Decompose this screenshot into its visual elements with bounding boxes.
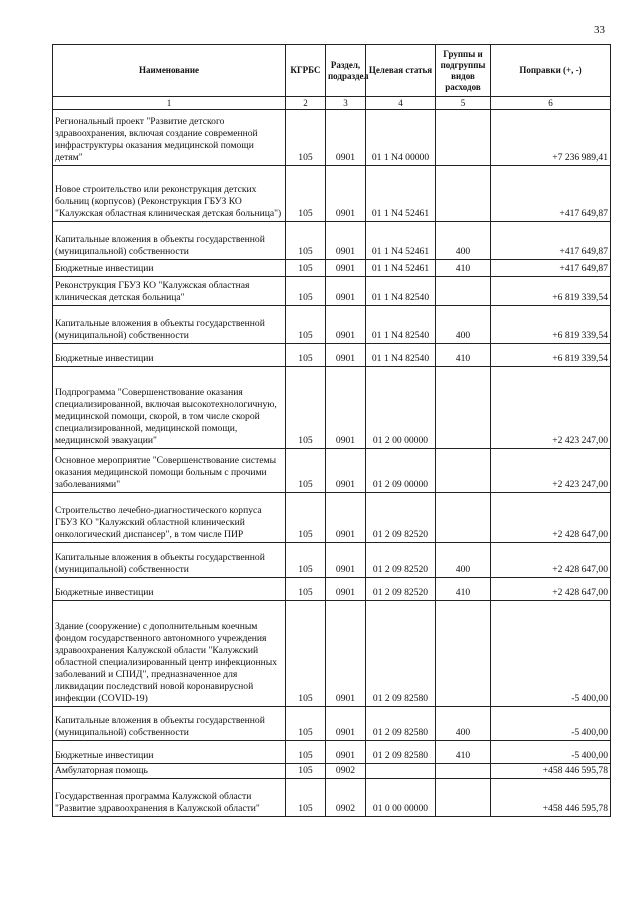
row-group <box>436 764 491 779</box>
row-name: Бюджетные инвестиции <box>53 578 286 601</box>
row-group: 410 <box>436 578 491 601</box>
row-name: Новое строительство или реконструкция детских больниц (корпусов) (Реконструкция ГБУЗ КО "Калужская областная клиническая детская больница") <box>53 166 286 222</box>
row-section: 0901 <box>326 260 366 277</box>
row-section: 0901 <box>326 367 366 449</box>
row-group: 410 <box>436 260 491 277</box>
row-group <box>436 166 491 222</box>
row-target: 01 2 09 82580 <box>366 707 436 741</box>
row-name: Капитальные вложения в объекты государственной (муниципальной) собственности <box>53 707 286 741</box>
column-number: 6 <box>491 97 611 110</box>
row-kgrbs: 105 <box>286 277 326 306</box>
row-amount: +417 649,87 <box>491 260 611 277</box>
row-section: 0901 <box>326 707 366 741</box>
row-group: 400 <box>436 222 491 260</box>
row-section: 0902 <box>326 779 366 817</box>
row-target: 01 1 N4 82540 <box>366 306 436 344</box>
row-amount: +2 423 247,00 <box>491 449 611 493</box>
row-kgrbs: 105 <box>286 764 326 779</box>
row-amount: +417 649,87 <box>491 222 611 260</box>
table-row <box>53 344 611 367</box>
row-amount: +458 446 595,78 <box>491 779 611 817</box>
row-kgrbs: 105 <box>286 222 326 260</box>
row-section: 0901 <box>326 741 366 764</box>
row-target: 01 1 N4 52461 <box>366 260 436 277</box>
table-row <box>53 764 611 779</box>
row-amount: +2 428 647,00 <box>491 543 611 578</box>
row-amount: -5 400,00 <box>491 741 611 764</box>
row-name: Подпрограмма "Совершенствование оказания специализированной, включая высокотехнологичную, медицинской помощи, скорой, в том числе скорой специализированной, медицинской помощи, медицинской эвакуации" <box>53 367 286 449</box>
row-kgrbs: 105 <box>286 449 326 493</box>
row-name: Капитальные вложения в объекты государственной (муниципальной) собственности <box>53 543 286 578</box>
row-section: 0901 <box>326 344 366 367</box>
row-section: 0901 <box>326 601 366 707</box>
column-number: 4 <box>366 97 436 110</box>
row-amount: +2 428 647,00 <box>491 493 611 543</box>
row-section: 0901 <box>326 493 366 543</box>
row-kgrbs: 105 <box>286 601 326 707</box>
row-target: 01 2 09 82580 <box>366 601 436 707</box>
row-amount: +458 446 595,78 <box>491 764 611 779</box>
row-amount: +2 428 647,00 <box>491 578 611 601</box>
table-row <box>53 543 611 578</box>
row-section: 0901 <box>326 166 366 222</box>
column-number: 5 <box>436 97 491 110</box>
row-target: 01 1 N4 82540 <box>366 277 436 306</box>
row-target: 01 2 00 00000 <box>366 367 436 449</box>
row-group: 400 <box>436 543 491 578</box>
row-section: 0901 <box>326 222 366 260</box>
row-name: Реконструкция ГБУЗ КО "Калужская областная клиническая детская больница" <box>53 277 286 306</box>
row-amount: -5 400,00 <box>491 707 611 741</box>
row-kgrbs: 105 <box>286 344 326 367</box>
row-target <box>366 764 436 779</box>
column-number: 1 <box>53 97 286 110</box>
row-kgrbs: 105 <box>286 741 326 764</box>
row-name: Региональный проект "Развитие детского здравоохранения, включая создание современной инфраструктуры оказания медицинской помощи детям" <box>53 110 286 166</box>
row-name: Бюджетные инвестиции <box>53 344 286 367</box>
table-row <box>53 166 611 222</box>
row-amount: +6 819 339,54 <box>491 277 611 306</box>
table-row <box>53 601 611 707</box>
table-row <box>53 707 611 741</box>
table-row <box>53 306 611 344</box>
row-target: 01 2 09 82520 <box>366 543 436 578</box>
row-kgrbs: 105 <box>286 166 326 222</box>
row-amount: +6 819 339,54 <box>491 344 611 367</box>
table-row <box>53 260 611 277</box>
row-name: Бюджетные инвестиции <box>53 260 286 277</box>
row-section: 0901 <box>326 110 366 166</box>
row-group <box>436 779 491 817</box>
row-name: Государственная программа Калужской области "Развитие здравоохранения в Калужской области" <box>53 779 286 817</box>
row-group <box>436 449 491 493</box>
budget-amendments-table <box>52 44 611 817</box>
column-number-row <box>53 97 611 110</box>
row-amount: +7 236 989,41 <box>491 110 611 166</box>
row-group <box>436 277 491 306</box>
header-name: Наименование <box>53 45 286 97</box>
row-name: Капитальные вложения в объекты государственной (муниципальной) собственности <box>53 306 286 344</box>
column-number: 2 <box>286 97 326 110</box>
row-amount: +2 423 247,00 <box>491 367 611 449</box>
row-kgrbs: 105 <box>286 779 326 817</box>
table-row <box>53 110 611 166</box>
row-kgrbs: 105 <box>286 367 326 449</box>
row-group: 410 <box>436 344 491 367</box>
header-groups: Группы и подгруппы видов расходов <box>436 45 491 97</box>
header-section: Раздел, подраздел <box>326 45 366 97</box>
row-target: 01 1 N4 52461 <box>366 166 436 222</box>
row-kgrbs: 105 <box>286 493 326 543</box>
table-row <box>53 741 611 764</box>
row-section: 0901 <box>326 306 366 344</box>
row-name: Капитальные вложения в объекты государственной (муниципальной) собственности <box>53 222 286 260</box>
table-row <box>53 779 611 817</box>
header-amendments: Поправки (+, -) <box>491 45 611 97</box>
row-target: 01 2 09 82520 <box>366 493 436 543</box>
row-group: 400 <box>436 707 491 741</box>
table-header-row <box>53 45 611 97</box>
row-amount: +417 649,87 <box>491 166 611 222</box>
row-group <box>436 493 491 543</box>
row-group <box>436 110 491 166</box>
row-group: 400 <box>436 306 491 344</box>
row-kgrbs: 105 <box>286 707 326 741</box>
row-group <box>436 601 491 707</box>
row-target: 01 2 09 82520 <box>366 578 436 601</box>
page-number: 33 <box>594 24 605 36</box>
row-kgrbs: 105 <box>286 306 326 344</box>
row-kgrbs: 105 <box>286 543 326 578</box>
row-kgrbs: 105 <box>286 260 326 277</box>
row-amount: -5 400,00 <box>491 601 611 707</box>
row-name: Амбулаторная помощь <box>53 764 286 779</box>
table-row <box>53 367 611 449</box>
table-row <box>53 222 611 260</box>
row-target: 01 1 N4 00000 <box>366 110 436 166</box>
row-name: Основное мероприятие "Совершенствование системы оказания медицинской помощи больным с прочими заболеваниями" <box>53 449 286 493</box>
row-name: Бюджетные инвестиции <box>53 741 286 764</box>
row-section: 0901 <box>326 578 366 601</box>
row-amount: +6 819 339,54 <box>491 306 611 344</box>
table-row <box>53 578 611 601</box>
row-section: 0901 <box>326 543 366 578</box>
row-target: 01 1 N4 82540 <box>366 344 436 367</box>
row-kgrbs: 105 <box>286 110 326 166</box>
row-name: Строительство лечебно-диагностического корпуса ГБУЗ КО "Калужский областной клинический онкологический диспансер", в том числе ПИР <box>53 493 286 543</box>
row-section: 0902 <box>326 764 366 779</box>
row-section: 0901 <box>326 449 366 493</box>
row-name: Здание (сооружение) с дополнительным коечным фондом государственного автономного учреждения здравоохранения Калужской области "Калужский областной специализированный центр инфекционных заболеваний и СПИД", предназначенное для ликвидации последствий новой коронавирусной инфекции (COVID-19) <box>53 601 286 707</box>
row-target: 01 0 00 00000 <box>366 779 436 817</box>
header-kgrbs: КГРБС <box>286 45 326 97</box>
table-row <box>53 493 611 543</box>
header-target: Целевая статья <box>366 45 436 97</box>
row-target: 01 1 N4 52461 <box>366 222 436 260</box>
row-target: 01 2 09 00000 <box>366 449 436 493</box>
column-number: 3 <box>326 97 366 110</box>
row-section: 0901 <box>326 277 366 306</box>
row-group <box>436 367 491 449</box>
table-row <box>53 277 611 306</box>
table-row <box>53 449 611 493</box>
row-target: 01 2 09 82580 <box>366 741 436 764</box>
row-group: 410 <box>436 741 491 764</box>
row-kgrbs: 105 <box>286 578 326 601</box>
